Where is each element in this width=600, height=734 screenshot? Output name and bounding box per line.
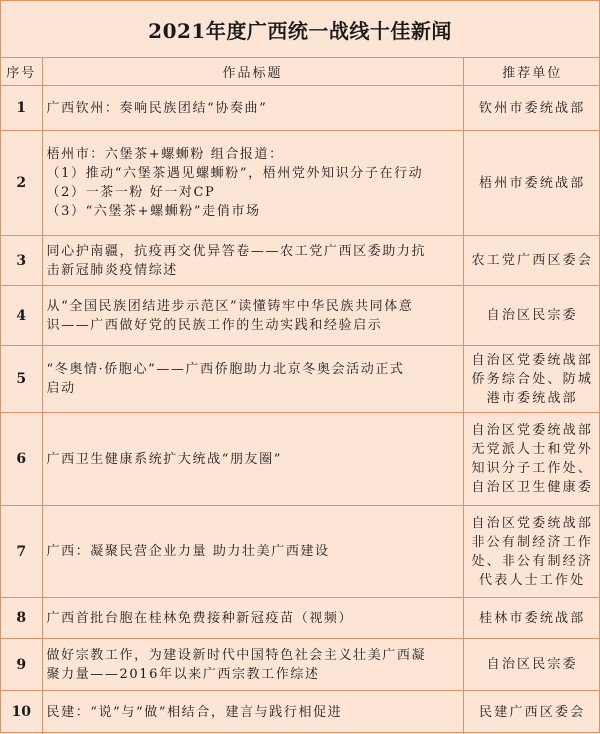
row-index: 8 xyxy=(1,598,42,639)
title-line: 广西首批台胞在桂林免费接种新冠疫苗（视频） xyxy=(46,610,354,626)
table-row xyxy=(1,286,600,346)
title-line: “冬奥情·侨胞心”——广西侨胞助力北京冬奥会活动正式 xyxy=(46,362,405,377)
row-recommending-unit xyxy=(463,598,600,639)
table-row xyxy=(1,413,600,506)
unit-line: 自治区党委统战部 xyxy=(471,352,594,368)
title-line: 识——广西做好党的民族工作的生动实践和经验启示 xyxy=(46,317,383,333)
row-recommending-unit xyxy=(463,413,600,506)
row-recommending-unit xyxy=(463,639,600,691)
title-line: （3）“六堡茶+螺蛳粉”走俏市场 xyxy=(46,204,261,219)
title-line: 聚力量——2016年以来广西宗教工作综述 xyxy=(46,666,320,682)
row-title xyxy=(42,131,463,236)
title-line: 广西：凝聚民营企业力量 助力壮美广西建设 xyxy=(46,544,330,559)
unit-line: 自治区民宗委 xyxy=(486,657,578,672)
row-recommending-unit xyxy=(463,691,600,734)
title-line: 广西钦州：奏响民族团结“协奏曲” xyxy=(46,100,268,116)
table-title: 2021年度广西统一战线十佳新闻 xyxy=(1,1,599,58)
title-line: 民建：“说”与“做”相结合，建言与践行相促进 xyxy=(46,704,343,720)
title-line: （1）推动“六堡茶遇见螺蛳粉”，梧州党外知识分子在行动 xyxy=(46,166,424,181)
row-title xyxy=(42,86,463,131)
table-row xyxy=(1,236,600,286)
unit-line: 代表人士工作处 xyxy=(479,572,586,588)
row-index: 9 xyxy=(1,639,42,691)
table-row xyxy=(1,506,600,598)
row-index: 3 xyxy=(1,236,42,286)
row-recommending-unit xyxy=(463,346,600,413)
row-index: 7 xyxy=(1,506,42,598)
row-title xyxy=(42,346,463,413)
unit-line: 梧州市委统战部 xyxy=(479,175,586,191)
unit-line: 处、非公有制经济 xyxy=(471,553,594,569)
table-row xyxy=(1,691,600,734)
row-title xyxy=(42,691,463,734)
unit-line: 桂林市委统战部 xyxy=(479,610,586,626)
header-index: 序号 xyxy=(1,58,42,86)
row-recommending-unit xyxy=(463,286,600,346)
row-index: 5 xyxy=(1,346,42,413)
unit-line: 自治区民宗委 xyxy=(486,308,578,323)
header-row xyxy=(1,58,600,86)
title-line: 同心护南疆，抗疫再交优异答卷——农工党广西区委助力抗 xyxy=(46,243,427,259)
unit-line: 钦州市委统战部 xyxy=(479,100,586,116)
unit-line: 港市委统战部 xyxy=(486,390,578,406)
table-row xyxy=(1,598,600,639)
row-title xyxy=(42,639,463,691)
row-title xyxy=(42,506,463,598)
title-line: 启动 xyxy=(46,381,76,396)
header-title: 作品标题 xyxy=(42,58,463,86)
row-index: 2 xyxy=(1,131,42,236)
title-line: 从“全国民族团结进步示范区”读懂铸牢中华民族共同体意 xyxy=(46,298,414,314)
row-title xyxy=(42,286,463,346)
row-index: 1 xyxy=(1,86,42,131)
title-line: （2）一茶一粉 好一对CP xyxy=(46,185,216,200)
title-line: 击新冠肺炎疫情综述 xyxy=(46,262,178,278)
unit-line: 农工党广西区委会 xyxy=(471,253,594,268)
row-title xyxy=(42,413,463,506)
row-index: 6 xyxy=(1,413,42,506)
unit-line: 自治区党委统战部 xyxy=(471,423,594,438)
row-recommending-unit xyxy=(463,236,600,286)
unit-line: 无党派人士和党外 xyxy=(471,442,594,457)
table-row xyxy=(1,346,600,413)
header-unit: 推荐单位 xyxy=(463,58,600,86)
table-row xyxy=(1,639,600,691)
title-line: 做好宗教工作，为建设新时代中国特色社会主义壮美广西凝 xyxy=(46,647,427,663)
row-index: 10 xyxy=(1,691,42,734)
title-line: 梧州市：六堡茶+螺蛳粉 组合报道： xyxy=(46,147,284,162)
unit-line: 自治区卫生健康委 xyxy=(471,480,594,495)
title-line: 广西卫生健康系统扩大统战“朋友圈” xyxy=(46,451,282,467)
unit-line: 知识分子工作处、 xyxy=(471,461,594,476)
unit-line: 非公有制经济工作 xyxy=(471,534,594,550)
table-row xyxy=(1,131,600,236)
unit-line: 民建广西区委会 xyxy=(479,704,586,720)
unit-line: 侨务综合处、防城 xyxy=(471,371,594,387)
unit-line: 自治区党委统战部 xyxy=(471,515,594,531)
row-title xyxy=(42,598,463,639)
table-row xyxy=(1,86,600,131)
row-index: 4 xyxy=(1,286,42,346)
news-table xyxy=(1,58,600,734)
row-recommending-unit xyxy=(463,131,600,236)
row-recommending-unit xyxy=(463,86,600,131)
row-recommending-unit xyxy=(463,506,600,598)
row-title xyxy=(42,236,463,286)
